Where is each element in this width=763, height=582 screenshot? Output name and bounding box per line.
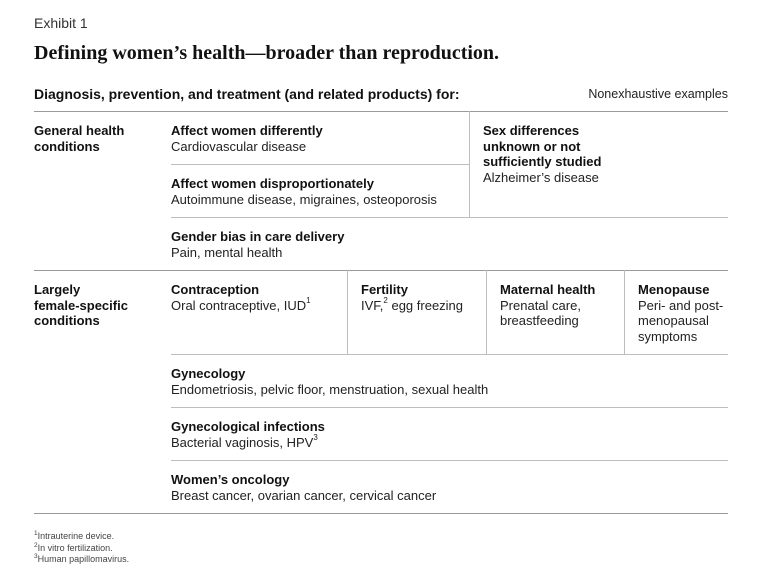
page-title: Defining women’s health—broader than reproduction. bbox=[34, 42, 500, 64]
infections-examples: Bacterial vaginosis, HPV$^3$ bbox=[171, 433, 318, 450]
gender-bias-heading: Gender bias in care delivery bbox=[171, 229, 345, 244]
sex-differences-divider bbox=[469, 111, 470, 217]
contraception-divider bbox=[347, 270, 348, 354]
oncology-heading: Women’s oncology bbox=[171, 472, 290, 487]
bottom-divider bbox=[34, 513, 728, 514]
affect-differently-examples: Cardiovascular disease bbox=[171, 138, 307, 154]
contraception-cell bbox=[171, 282, 311, 313]
fertility-heading: Fertility bbox=[361, 282, 408, 297]
contraception-examples: Oral contraceptive, IUD$^1$ bbox=[171, 296, 311, 313]
maternal-divider bbox=[624, 270, 625, 354]
gynecology-examples: Endometriosis, pelvic floor, menstruation, sexual health bbox=[171, 381, 489, 397]
maternal-health-cell: Maternal health Prenatal care, breastfeeding bbox=[500, 282, 596, 328]
footnote: $^2$In vitro fertilization. bbox=[34, 541, 113, 553]
affect-disproportionately-cell bbox=[171, 176, 437, 207]
infections-cell bbox=[171, 419, 325, 450]
oncology-examples: Breast cancer, ovarian cancer, cervical cancer bbox=[171, 487, 437, 503]
sex-differences-cell: Sex differences unknown or not sufficiently studied Alzheimer’s disease bbox=[483, 123, 602, 185]
fertility-examples: IVF,$^2$ egg freezing bbox=[361, 296, 464, 313]
sex-differences-examples: Alzheimer’s disease bbox=[483, 169, 599, 185]
gender-bias-examples: Pain, mental health bbox=[171, 244, 283, 260]
menopause-cell: Menopause Peri- and post- menopausal symptoms bbox=[638, 282, 724, 344]
affect-differently-cell bbox=[171, 123, 323, 154]
differently-divider bbox=[171, 164, 469, 165]
gender-bias-cell bbox=[171, 229, 344, 260]
gynecology-heading: Gynecology bbox=[171, 366, 246, 381]
maternal-health-heading: Maternal health bbox=[500, 282, 596, 297]
footnote: $^1$Intrauterine device. bbox=[34, 530, 115, 541]
infections-divider bbox=[171, 407, 728, 408]
oncology-cell bbox=[171, 472, 436, 503]
nonexhaustive-note: Nonexhaustive examples bbox=[588, 87, 728, 101]
table-subtitle: Diagnosis, prevention, and treatment (and related products) for: bbox=[34, 86, 460, 102]
footnotes bbox=[34, 531, 129, 566]
oncology-divider bbox=[171, 460, 728, 461]
gynecology-cell bbox=[171, 366, 488, 397]
footnote: $^3$Human papillomavirus. bbox=[34, 553, 130, 564]
affect-disproportionately-heading: Affect women disproportionately bbox=[171, 176, 374, 191]
top-divider bbox=[34, 111, 728, 112]
contraception-heading: Contraception bbox=[171, 282, 260, 297]
affect-differently-heading: Affect women differently bbox=[171, 123, 323, 138]
fertility-cell bbox=[361, 282, 463, 313]
general-inner-divider bbox=[171, 217, 728, 218]
affect-disproportionately-examples: Autoimmune disease, migraines, osteoporosis bbox=[171, 191, 437, 207]
gynecology-divider bbox=[171, 354, 728, 355]
infections-heading: Gynecological infections bbox=[171, 419, 325, 434]
general-health-label: General health conditions bbox=[34, 123, 125, 154]
exhibit-label: Exhibit 1 bbox=[34, 15, 88, 31]
menopause-heading: Menopause bbox=[638, 282, 710, 297]
female-specific-label: Largely female-specific conditions bbox=[34, 282, 128, 328]
fertility-divider bbox=[486, 270, 487, 354]
